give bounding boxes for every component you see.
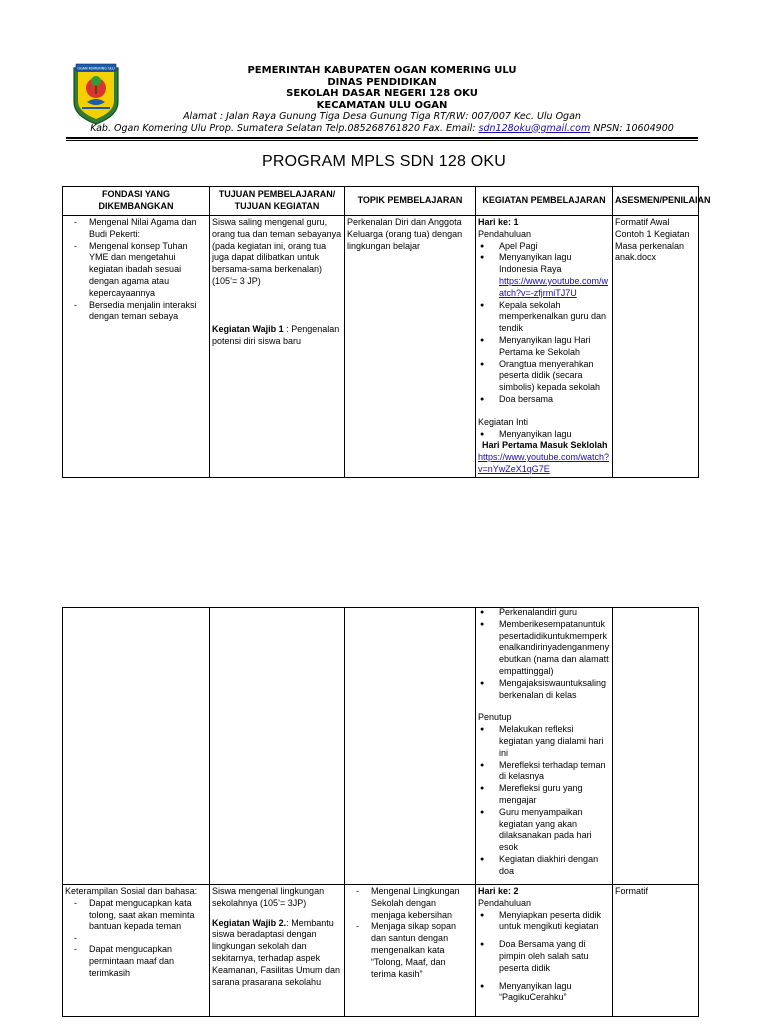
- list-item: [65, 933, 207, 944]
- gov-name: PEMERINTAH KABUPATEN OGAN KOMERING ULU: [247, 65, 517, 76]
- kegiatan-wajib: [212, 324, 342, 348]
- document-title: PROGRAM MPLS SDN 128 OKU: [262, 153, 506, 170]
- list-item: ● Kegiatan diakhiri dengan doa: [478, 854, 610, 878]
- list-item: ● Apel Pagi: [478, 241, 610, 253]
- list-item: - Mengenal Nilai Agama dan Budi Pekerti:: [65, 217, 207, 241]
- header-topik: TOPIK PEMBELAJARAN: [345, 187, 476, 216]
- list-item: ● Menyanyikan lagu Indonesia Raya https://www.youtube.com/watch?v=-zfjrmiTJ7U: [478, 252, 610, 299]
- list-item: ● Merefleksi terhadap teman di kelasnya: [478, 760, 610, 784]
- contact-prefix: Kab. Ogan Komering Ulu Prop. Sumatera Selatan Telp.085268761820 Fax. Email:: [90, 122, 476, 134]
- row3-tujuan: [210, 885, 345, 1017]
- wajib-text: : Pengenalan potensi diri siswa baru: [212, 323, 340, 346]
- address-line: Alamat : Jalan Raya Gunung Tiga Desa Gunung Tiga RT/RW: 007/007 Kec. Ulu Ogan: [183, 111, 581, 122]
- row2-topik: [345, 608, 476, 885]
- header-fondasi: FONDASI YANG DIKEMBANGKAN: [63, 187, 210, 216]
- hari-label: Hari ke: 1: [478, 217, 519, 227]
- penutup-label: Penutup: [478, 712, 512, 723]
- list-item: ● Kepala sekolah memperkenalkan guru dan tendik: [478, 300, 610, 335]
- email-link[interactable]: sdn128oku@gmail.com: [478, 122, 591, 134]
- list-item: ● Doa Bersama yang di pimpin oleh salah satu peserta didik: [478, 939, 610, 974]
- row1-asesmen: Formatif Awal Contoh 1 Kegiatan Masa perkenalan anak.docx: [613, 216, 699, 478]
- list-item: ● Orangtua menyerahkan peserta didik (secara simbolis) kepada sekolah: [478, 359, 610, 394]
- row1-tujuan: [210, 216, 345, 478]
- tujuan-text: Siswa mengenal lingkungan sekolahnya (105’= 3JP): [212, 886, 325, 908]
- youtube-link-indonesia-raya[interactable]: https://www.youtube.com/watch?v=-zfjrmiTJ7U: [499, 275, 609, 298]
- row2-asesmen: [613, 608, 699, 885]
- list-item: ● Melakukan refleksi kegiatan yang dialami hari ini: [478, 724, 610, 759]
- letterhead-rule-thin: [66, 140, 698, 141]
- list-item: ● Memberikesempatanuntuk pesertadidikuntukmemperkenalkandirinyadenganmenyebutkan (nama dan alamattempattinggal): [478, 619, 610, 678]
- row2-kegiatan: [476, 608, 613, 885]
- list-item: - Dapat mengucapkan permintaan maaf dan terimkasih: [65, 944, 207, 979]
- hari-label: Hari ke: 2: [478, 886, 519, 896]
- list-item: ● Menyanyikan lagu “PagikuCerahku”: [478, 981, 610, 1005]
- letterhead-rule-thick: [66, 137, 698, 139]
- list-item: - Bersedia menjalin interaksi dengan teman sebaya: [65, 300, 207, 324]
- tujuan-text: Siswa saling mengenal guru, orang tua dan teman sebayanya (pada kegiatan ini, orang tua juga dapat dilibatkan untuk bersama-sama berkenalan) (105’= 3 JP): [212, 217, 342, 286]
- list-item: ● Merefleksi guru yang mengajar: [478, 783, 610, 807]
- song-title: Hari Pertama Masuk Seklolah: [482, 440, 608, 451]
- wajib-text: : Membantu siswa beradaptasi dengan lingkungan sekolah dan sekitarnya, terhadap aspek Keamanan, Fasilitas Umum dan sarana prasarana sekolahu: [212, 917, 341, 987]
- row1-kegiatan: [476, 216, 613, 478]
- agency-name: DINAS PENDIDIKAN: [327, 76, 437, 88]
- district-name: KECAMATAN ULU OGAN: [316, 99, 448, 111]
- list-item: ● Menyiapkan peserta didik untuk mengikuti kegiatan: [478, 910, 610, 934]
- kegiatan-wajib: [212, 918, 342, 989]
- school-name: SEKOLAH DASAR NEGERI 128 OKU: [286, 88, 478, 99]
- youtube-link-hari-pertama[interactable]: https://www.youtube.com/watch?v=nYwZeX1qG7E: [478, 452, 610, 474]
- program-table-page1: [62, 186, 711, 478]
- inti-label: Kegiatan Inti: [478, 416, 529, 427]
- header-kegiatan: KEGIATAN PEMBELAJARAN: [476, 187, 613, 216]
- row1-topik: Perkenalan Diri dan Anggota Keluarga (orang tua) dengan lingkungan belajar: [345, 216, 476, 478]
- header-tujuan: TUJUAN PEMBELAJARAN/ TUJUAN KEGIATAN: [210, 187, 345, 216]
- header-asesmen: ASESMEN/PENILAIAN: [613, 187, 699, 216]
- list-item: ● Doa bersama: [478, 394, 610, 406]
- program-table-page2: [62, 607, 699, 1017]
- letterhead-text: [62, 65, 702, 134]
- pendahuluan-label: Pendahuluan: [478, 228, 532, 239]
- list-item: ● Menyanyikan lagu Hari Pertama ke Sekolah: [478, 335, 610, 359]
- contact-line: [62, 123, 702, 135]
- wajib-label: Kegiatan Wajib 2.: [212, 917, 287, 928]
- row2-fondasi: [63, 608, 210, 885]
- list-item: - Mengenal konsep Tuhan YME dan mengetahui kegiatan ibadah sesuai dengan agama atau kepercayaannya: [65, 241, 207, 300]
- list-item: ● Guru menyampaikan kegiatan yang akan dilaksanakan pada hari esok: [478, 807, 610, 854]
- list-item: - Dapat mengucapkan kata tolong, saat akan meminta bantuan kepada teman: [65, 898, 207, 933]
- letterhead: [62, 58, 702, 138]
- row3-topik: [345, 885, 476, 1017]
- row3-fondasi: [63, 885, 210, 1017]
- list-item: - Menjaga sikap sopan dan santun dengan mengenalkan kata “Tolong, Maaf, dan terima kasih”: [347, 921, 473, 980]
- list-item: - Mengenal Lingkungan Sekolah dengan menjaga kebersihan: [347, 886, 473, 921]
- pendahuluan-label: Pendahuluan: [478, 897, 532, 908]
- wajib-label: Kegiatan Wajib 1: [212, 323, 284, 334]
- row1-fondasi: [63, 216, 210, 478]
- row3-kegiatan: [476, 885, 613, 1017]
- fondasi-title: Keterampilan Sosial dan bahasa:: [65, 886, 198, 896]
- logo-caption: OGAN KOMERING ULU: [77, 66, 115, 71]
- npsn: NPSN: 10604900: [593, 122, 674, 134]
- list-item: ● Perkenalandiri guru: [478, 607, 610, 619]
- list-item: ● Menyanyikan lagu: [478, 429, 610, 441]
- row3-asesmen: Formatif: [613, 885, 699, 1017]
- row2-tujuan: [210, 608, 345, 885]
- list-item: ● Mengajaksiswauntuksaling berkenalan di kelas: [478, 678, 610, 702]
